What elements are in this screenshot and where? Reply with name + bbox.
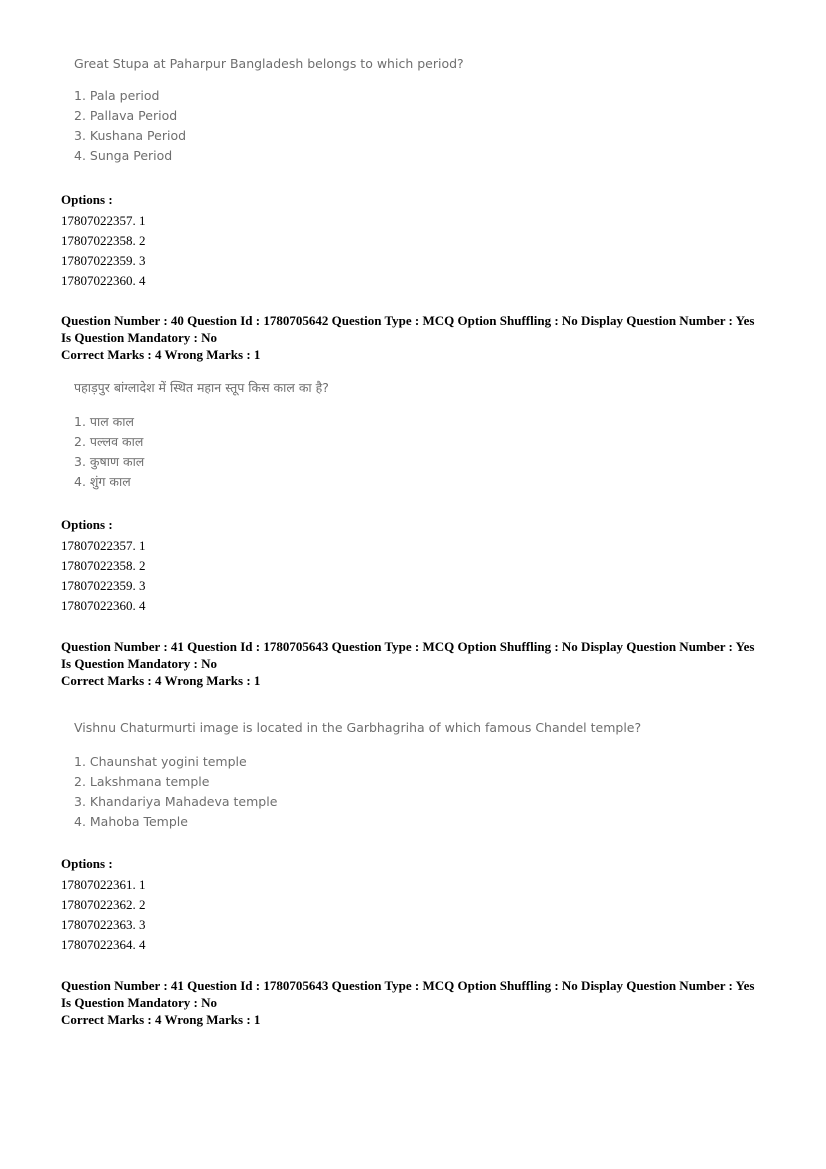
question-meta-line: Question Number : 41 Question Id : 1780705643 Question Type : MCQ Option Shuffling : No Display Question Number : Yes bbox=[61, 978, 755, 993]
choice-item: 1. Chaunshat yogini temple bbox=[74, 754, 247, 769]
question-marks-line: Correct Marks : 4 Wrong Marks : 1 bbox=[61, 673, 261, 688]
option-id: 17807022360. 4 bbox=[61, 273, 146, 288]
question-marks-line: Correct Marks : 4 Wrong Marks : 1 bbox=[61, 1012, 261, 1027]
question-mandatory-line: Is Question Mandatory : No bbox=[61, 330, 218, 345]
option-id: 17807022358. 2 bbox=[61, 233, 146, 248]
question-header-q40 bbox=[61, 312, 754, 363]
question-meta-line: Question Number : 41 Question Id : 1780705643 Question Type : MCQ Option Shuffling : No Display Question Number : Yes bbox=[61, 639, 755, 654]
choice-item: 3. कुषाण काल bbox=[74, 454, 145, 469]
option-id: 17807022359. 3 bbox=[61, 578, 146, 593]
choice-item: 2. पल्लव काल bbox=[74, 434, 144, 449]
choice-item: 4. Sunga Period bbox=[74, 148, 173, 163]
question-image-q39 bbox=[74, 56, 464, 166]
choice-list bbox=[74, 86, 464, 166]
options-label: Options : bbox=[61, 192, 113, 207]
choice-item: 3. Kushana Period bbox=[74, 128, 187, 143]
question-meta-line: Question Number : 40 Question Id : 1780705642 Question Type : MCQ Option Shuffling : No Display Question Number : Yes bbox=[61, 313, 755, 328]
question-marks-line: Correct Marks : 4 Wrong Marks : 1 bbox=[61, 347, 261, 362]
question-header-q41 bbox=[61, 638, 754, 689]
question-text: Great Stupa at Paharpur Bangladesh belongs to which period? bbox=[74, 56, 464, 71]
choice-item: 2. Lakshmana temple bbox=[74, 774, 210, 789]
choice-item: 2. Pallava Period bbox=[74, 108, 178, 123]
choice-item: 4. Mahoba Temple bbox=[74, 814, 188, 829]
option-id: 17807022359. 3 bbox=[61, 253, 146, 268]
question-image-q41 bbox=[74, 720, 641, 832]
options-block-q41 bbox=[61, 855, 146, 955]
choice-item: 3. Khandariya Mahadeva temple bbox=[74, 794, 278, 809]
choice-list bbox=[74, 752, 641, 832]
options-block-q40 bbox=[61, 516, 146, 616]
choice-item: 1. पाल काल bbox=[74, 414, 134, 429]
choice-item: 1. Pala period bbox=[74, 88, 160, 103]
option-id: 17807022358. 2 bbox=[61, 558, 146, 573]
option-id: 17807022361. 1 bbox=[61, 877, 146, 892]
option-id: 17807022357. 1 bbox=[61, 213, 146, 228]
question-mandatory-line: Is Question Mandatory : No bbox=[61, 656, 218, 671]
choice-list bbox=[74, 412, 329, 492]
options-label: Options : bbox=[61, 856, 113, 871]
question-text: Vishnu Chaturmurti image is located in the Garbhagriha of which famous Chandel temple? bbox=[74, 720, 642, 735]
options-label: Options : bbox=[61, 517, 113, 532]
question-text: पहाड़पुर बांग्लादेश में स्थित महान स्तूप किस काल का है? bbox=[74, 380, 329, 395]
option-id: 17807022364. 4 bbox=[61, 937, 146, 952]
question-mandatory-line: Is Question Mandatory : No bbox=[61, 995, 218, 1010]
options-block-q39 bbox=[61, 191, 146, 291]
option-id: 17807022362. 2 bbox=[61, 897, 146, 912]
choice-item: 4. शुंग काल bbox=[74, 474, 131, 489]
option-id: 17807022360. 4 bbox=[61, 598, 146, 613]
question-image-q40 bbox=[74, 380, 329, 492]
question-header-q41-repeat bbox=[61, 977, 754, 1028]
option-id: 17807022357. 1 bbox=[61, 538, 146, 553]
option-id: 17807022363. 3 bbox=[61, 917, 146, 932]
